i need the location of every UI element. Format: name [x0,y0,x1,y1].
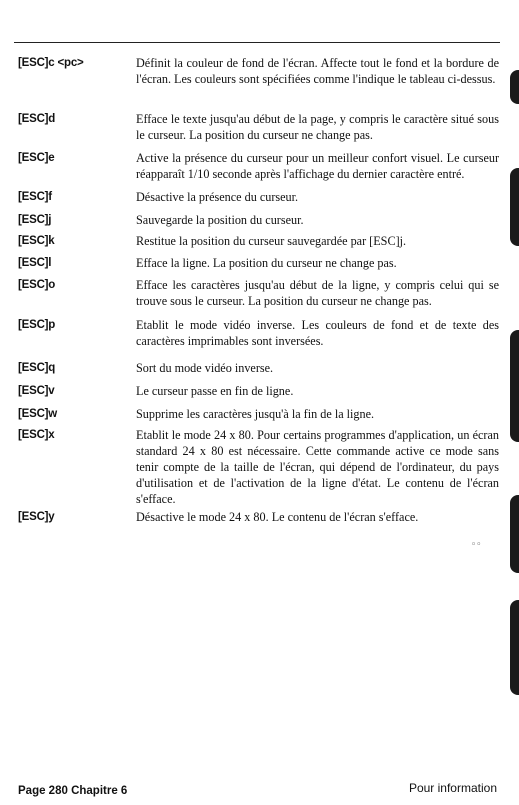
command-code: [ESC]c <pc> [18,57,84,69]
command-description: Le curseur passe en fin de ligne. [136,384,294,398]
command-code: [ESC]v [18,385,55,397]
footer-section-label: Pour information [408,781,497,795]
command-code: [ESC]k [18,235,55,247]
command-code: [ESC]o [18,279,56,291]
scan-edge-shadow [509,0,519,805]
command-description: Définit la couleur de fond de l'écran. Affecte tout le fond et la bordure de l'écran. Les couleurs sont spécifiées comme l'indique le tableau ci-dessus. [136,56,499,86]
command-code: [ESC]x [18,429,55,441]
command-code: [ESC]f [18,191,52,203]
command-description: Efface le texte jusqu'au début de la page, y compris le caractère situé sous le curseur. La position du curseur ne change pas. [136,112,499,142]
command-description: Etablit le mode vidéo inverse. Les couleurs de fond et de texte des caractères imprimables sont inversées. [136,318,499,348]
command-code: [ESC]y [18,511,55,523]
command-description: Restitue la position du curseur sauvegardée par [ESC]j. [136,234,407,248]
command-description: Sort du mode vidéo inverse. [136,361,274,375]
command-description: Efface les caractères jusqu'au début de la ligne, y compris celui qui se trouve sous le curseur. La position du curseur ne change pas. [136,278,499,308]
command-description: Efface la ligne. La position du curseur ne change pas. [136,256,397,270]
command-code: [ESC]p [18,319,56,331]
command-description: Sauvegarde la position du curseur. [136,213,304,227]
command-code: [ESC]d [18,113,56,125]
command-code: [ESC]q [18,362,56,374]
command-description: Etablit le mode 24 x 80. Pour certains programmes d'application, un écran standard 24 x 80 est nécessaire. Cette commande active ce mode sans tenir compte de la taille de l'écran, qui dépend de l'ordinateur, du pays d'utilisation et de l'activation de la ligne d'état. Le contenu de l'écran s'efface. [136,428,499,506]
command-description: Désactive le mode 24 x 80. Le contenu de l'écran s'efface. [136,510,419,524]
scan-speck-mark: ◦◦ [471,540,482,550]
command-code: [ESC]l [18,257,52,269]
command-description: Désactive la présence du curseur. [136,190,299,204]
footer-page-label: Page 280 Chapitre 6 [18,785,128,797]
command-code: [ESC]e [18,152,55,164]
command-description: Supprime les caractères jusqu'à la fin de la ligne. [136,407,375,421]
command-code: [ESC]j [18,214,52,226]
command-description: Active la présence du curseur pour un meilleur confort visuel. Le curseur réapparaît 1/10 seconde après l'affichage du dernier caractère entré. [136,151,499,181]
command-code: [ESC]w [18,408,58,420]
top-rule [14,42,500,43]
